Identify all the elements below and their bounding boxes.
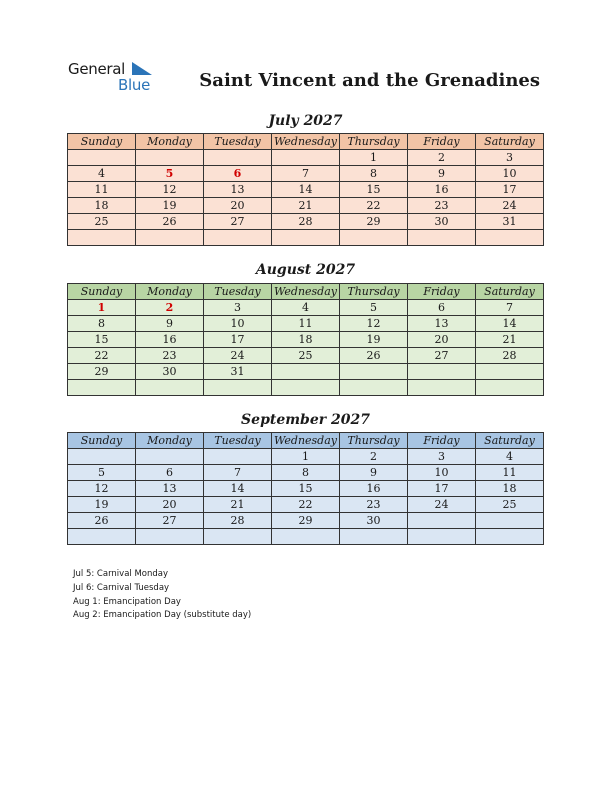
week-row: [68, 300, 544, 316]
day-cell: 10: [408, 465, 476, 481]
day-cell: 21: [272, 198, 340, 214]
day-cell: 2: [408, 150, 476, 166]
day-cell: 25: [68, 214, 136, 230]
empty-day-cell: [408, 513, 476, 529]
day-cell: 24: [476, 198, 544, 214]
weekday-header-row: [68, 433, 544, 449]
empty-day-cell: [408, 380, 476, 396]
weekday-header-row: [68, 284, 544, 300]
day-cell: 7: [272, 166, 340, 182]
day-cell: 28: [272, 214, 340, 230]
holiday-note: Jul 6: Carnival Tuesday: [73, 582, 170, 593]
day-cell: 14: [272, 182, 340, 198]
day-cell: 27: [136, 513, 204, 529]
day-cell: 31: [204, 364, 272, 380]
calendar-september: [67, 432, 544, 545]
holiday-note: Jul 5: Carnival Monday: [73, 569, 169, 579]
weekday-header-wednesday: Wednesday: [272, 433, 340, 449]
day-cell: 10: [204, 316, 272, 332]
week-row: [68, 481, 544, 497]
day-cell: 16: [136, 332, 204, 348]
day-cell: 30: [136, 364, 204, 380]
calendar-august: [67, 283, 544, 396]
week-row: [68, 364, 544, 380]
day-cell: 17: [204, 332, 272, 348]
empty-day-cell: [136, 529, 204, 545]
empty-day-cell: [136, 380, 204, 396]
day-cell: 30: [408, 214, 476, 230]
weekday-header-tuesday: Tuesday: [204, 284, 272, 300]
day-cell: 27: [408, 348, 476, 364]
day-cell: 19: [68, 497, 136, 513]
weekday-header-wednesday: Wednesday: [272, 134, 340, 150]
empty-day-cell: [272, 364, 340, 380]
weekday-header-monday: Monday: [136, 284, 204, 300]
week-row: [68, 214, 544, 230]
week-row: [68, 449, 544, 465]
day-cell: 17: [408, 481, 476, 497]
empty-day-cell: [340, 380, 408, 396]
week-row: [68, 529, 544, 545]
day-cell: 14: [204, 481, 272, 497]
weekday-header-friday: Friday: [408, 284, 476, 300]
empty-day-cell: [68, 529, 136, 545]
weekday-header-tuesday: Tuesday: [204, 433, 272, 449]
weekday-header-thursday: Thursday: [340, 284, 408, 300]
day-cell: 21: [204, 497, 272, 513]
day-cell: 7: [204, 465, 272, 481]
day-cell: 12: [136, 182, 204, 198]
day-cell: 8: [272, 465, 340, 481]
day-cell: 3: [204, 300, 272, 316]
empty-day-cell: [68, 150, 136, 166]
logo-text-blue: Blue: [118, 76, 150, 94]
day-cell: 25: [272, 348, 340, 364]
empty-day-cell: [476, 513, 544, 529]
week-row: [68, 513, 544, 529]
day-cell: 6: [204, 166, 272, 182]
day-cell: 1: [340, 150, 408, 166]
day-cell: 7: [476, 300, 544, 316]
weekday-header-row: [68, 134, 544, 150]
day-cell: 2: [136, 300, 204, 316]
day-cell: 26: [136, 214, 204, 230]
week-row: [68, 182, 544, 198]
weekday-header-wednesday: Wednesday: [272, 284, 340, 300]
week-row: [68, 230, 544, 246]
empty-day-cell: [204, 230, 272, 246]
page-title: Saint Vincent and the Grenadines: [199, 70, 540, 91]
day-cell: 23: [136, 348, 204, 364]
empty-day-cell: [408, 529, 476, 545]
day-cell: 20: [136, 497, 204, 513]
day-cell: 13: [136, 481, 204, 497]
month-title-september: September 2027: [241, 412, 370, 428]
day-cell: 25: [476, 497, 544, 513]
day-cell: 20: [408, 332, 476, 348]
empty-day-cell: [272, 380, 340, 396]
day-cell: 29: [68, 364, 136, 380]
month-title-july: July 2027: [268, 113, 343, 129]
empty-day-cell: [272, 230, 340, 246]
week-row: [68, 166, 544, 182]
day-cell: 9: [136, 316, 204, 332]
empty-day-cell: [340, 364, 408, 380]
day-cell: 14: [476, 316, 544, 332]
week-row: [68, 465, 544, 481]
day-cell: 16: [408, 182, 476, 198]
day-cell: 30: [340, 513, 408, 529]
day-cell: 17: [476, 182, 544, 198]
empty-day-cell: [204, 449, 272, 465]
day-cell: 18: [476, 481, 544, 497]
logo-text-general: General: [68, 60, 126, 78]
week-row: [68, 380, 544, 396]
empty-day-cell: [476, 364, 544, 380]
day-cell: 28: [204, 513, 272, 529]
day-cell: 19: [340, 332, 408, 348]
day-cell: 11: [272, 316, 340, 332]
day-cell: 15: [68, 332, 136, 348]
day-cell: 8: [68, 316, 136, 332]
day-cell: 22: [272, 497, 340, 513]
day-cell: 29: [340, 214, 408, 230]
day-cell: 24: [408, 497, 476, 513]
empty-day-cell: [136, 449, 204, 465]
day-cell: 4: [476, 449, 544, 465]
day-cell: 11: [476, 465, 544, 481]
holiday-notes: [73, 568, 251, 623]
empty-day-cell: [408, 230, 476, 246]
day-cell: 26: [340, 348, 408, 364]
day-cell: 5: [340, 300, 408, 316]
weekday-header-thursday: Thursday: [340, 134, 408, 150]
empty-day-cell: [204, 529, 272, 545]
empty-day-cell: [68, 230, 136, 246]
week-row: [68, 198, 544, 214]
empty-day-cell: [136, 150, 204, 166]
day-cell: 1: [272, 449, 340, 465]
day-cell: 15: [340, 182, 408, 198]
day-cell: 2: [340, 449, 408, 465]
weekday-header-friday: Friday: [408, 433, 476, 449]
day-cell: 10: [476, 166, 544, 182]
weekday-header-sunday: Sunday: [68, 134, 136, 150]
week-row: [68, 150, 544, 166]
month-title-august: August 2027: [255, 262, 356, 278]
calendar-july: [67, 133, 544, 246]
empty-day-cell: [272, 529, 340, 545]
day-cell: 5: [68, 465, 136, 481]
day-cell: 23: [408, 198, 476, 214]
weekday-header-sunday: Sunday: [68, 284, 136, 300]
weekday-header-monday: Monday: [136, 433, 204, 449]
day-cell: 11: [68, 182, 136, 198]
weekday-header-sunday: Sunday: [68, 433, 136, 449]
weekday-header-saturday: Saturday: [476, 433, 544, 449]
week-row: [68, 497, 544, 513]
day-cell: 13: [204, 182, 272, 198]
empty-day-cell: [340, 529, 408, 545]
empty-day-cell: [136, 230, 204, 246]
general-blue-logo: [68, 60, 168, 96]
day-cell: 26: [68, 513, 136, 529]
empty-day-cell: [476, 230, 544, 246]
empty-day-cell: [204, 380, 272, 396]
day-cell: 31: [476, 214, 544, 230]
day-cell: 9: [408, 166, 476, 182]
holiday-note: Aug 2: Emancipation Day (substitute day): [73, 610, 252, 621]
empty-day-cell: [204, 150, 272, 166]
day-cell: 23: [340, 497, 408, 513]
weekday-header-saturday: Saturday: [476, 134, 544, 150]
day-cell: 1: [68, 300, 136, 316]
day-cell: 6: [408, 300, 476, 316]
calendar-body: [68, 300, 544, 396]
day-cell: 18: [272, 332, 340, 348]
day-cell: 29: [272, 513, 340, 529]
day-cell: 5: [136, 166, 204, 182]
day-cell: 12: [340, 316, 408, 332]
day-cell: 8: [340, 166, 408, 182]
day-cell: 16: [340, 481, 408, 497]
week-row: [68, 348, 544, 364]
day-cell: 21: [476, 332, 544, 348]
calendar-body: [68, 150, 544, 246]
day-cell: 18: [68, 198, 136, 214]
empty-day-cell: [476, 380, 544, 396]
empty-day-cell: [68, 380, 136, 396]
day-cell: 28: [476, 348, 544, 364]
day-cell: 4: [272, 300, 340, 316]
week-row: [68, 332, 544, 348]
day-cell: 12: [68, 481, 136, 497]
day-cell: 15: [272, 481, 340, 497]
calendar-body: [68, 449, 544, 545]
day-cell: 24: [204, 348, 272, 364]
day-cell: 3: [408, 449, 476, 465]
weekday-header-saturday: Saturday: [476, 284, 544, 300]
empty-day-cell: [408, 364, 476, 380]
empty-day-cell: [68, 449, 136, 465]
logo-triangle-icon: [132, 62, 154, 76]
empty-day-cell: [272, 150, 340, 166]
empty-day-cell: [340, 230, 408, 246]
day-cell: 22: [68, 348, 136, 364]
day-cell: 6: [136, 465, 204, 481]
day-cell: 9: [340, 465, 408, 481]
day-cell: 22: [340, 198, 408, 214]
day-cell: 4: [68, 166, 136, 182]
weekday-header-friday: Friday: [408, 134, 476, 150]
day-cell: 20: [204, 198, 272, 214]
day-cell: 13: [408, 316, 476, 332]
week-row: [68, 316, 544, 332]
day-cell: 27: [204, 214, 272, 230]
weekday-header-monday: Monday: [136, 134, 204, 150]
weekday-header-tuesday: Tuesday: [204, 134, 272, 150]
day-cell: 19: [136, 198, 204, 214]
day-cell: 3: [476, 150, 544, 166]
holiday-note: Aug 1: Emancipation Day: [73, 596, 181, 607]
weekday-header-thursday: Thursday: [340, 433, 408, 449]
empty-day-cell: [476, 529, 544, 545]
